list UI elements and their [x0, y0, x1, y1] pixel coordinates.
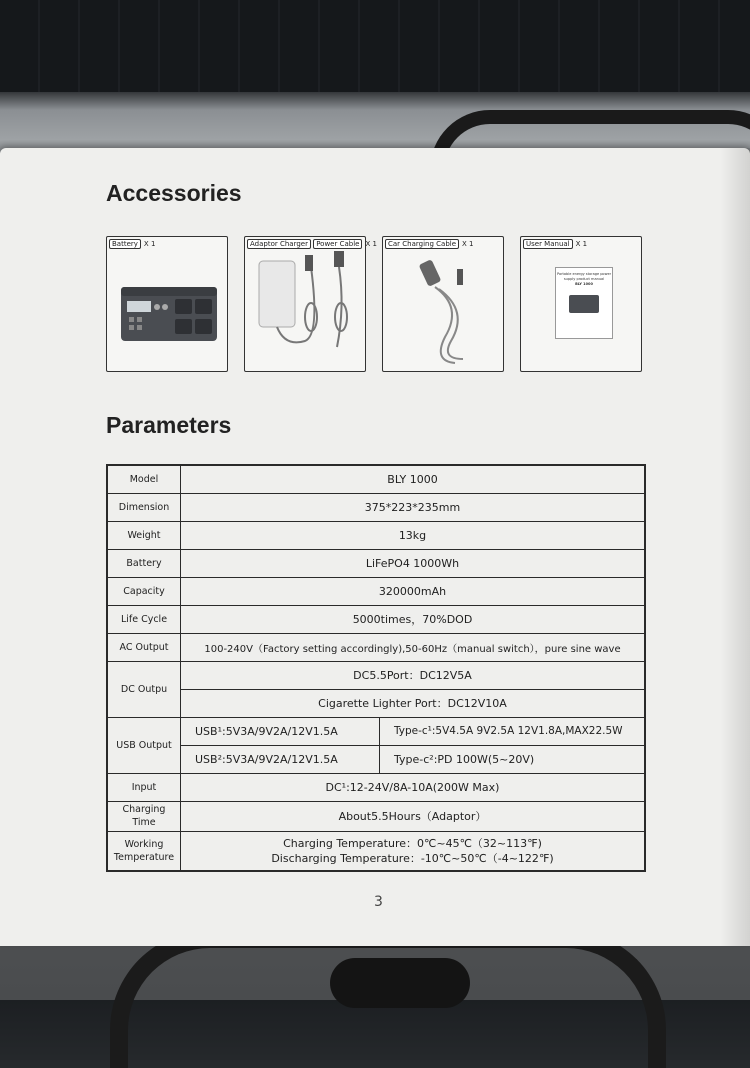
- param-value: Type-c¹:5V4.5A 9V2.5A 12V1.8A,MAX22.5W: [380, 717, 646, 745]
- manual-cover-line: supply product manual: [563, 277, 605, 281]
- page-shadow: [720, 148, 750, 946]
- adaptor-cable-illustration: [245, 237, 365, 371]
- accessory-tag: [523, 239, 587, 249]
- cable-connector-background: [330, 958, 470, 1008]
- table-row: [107, 549, 645, 577]
- param-value: 100-240V（Factory setting accordingly),50-60Hz（manual switch），pure sine wave: [181, 633, 646, 661]
- param-value: DC5.5Port：DC12V5A: [181, 661, 646, 689]
- table-row: [107, 633, 645, 661]
- param-value: DC¹:12-24V/8A-10A(200W Max): [181, 773, 646, 801]
- param-label-line: Charging: [122, 804, 166, 815]
- car-cable-illustration: [383, 237, 503, 371]
- accessory-adaptor-charger: [244, 236, 377, 372]
- param-value: 375*223*235mm: [181, 493, 646, 521]
- param-label: Capacity: [107, 577, 181, 605]
- accessory-battery: [106, 236, 228, 372]
- param-value-line: Discharging Temperature：-10℃~50℃（-4~122℉): [271, 851, 554, 865]
- param-label: Model: [107, 465, 181, 493]
- param-label: [107, 831, 181, 871]
- accessory-label: Car Charging Cable: [385, 239, 459, 249]
- param-label: Dimension: [107, 493, 181, 521]
- param-label-line: Time: [132, 817, 156, 828]
- accessories-heading: Accessories: [106, 180, 242, 206]
- param-value: USB²:5V3A/9V2A/12V1.5A: [181, 745, 380, 773]
- param-label: [107, 801, 181, 831]
- param-value: USB¹:5V3A/9V2A/12V1.5A: [181, 717, 380, 745]
- accessory-label: Adaptor Charger: [247, 239, 311, 249]
- param-label-line: Working: [124, 838, 164, 850]
- table-row: [107, 493, 645, 521]
- page-number: 3: [374, 894, 383, 910]
- table-row: [107, 717, 645, 745]
- table-row: [107, 689, 645, 717]
- laptop-edge-background: [0, 0, 750, 92]
- param-value: LiFePO4 1000Wh: [181, 549, 646, 577]
- table-row: [107, 773, 645, 801]
- table-row: [107, 801, 645, 831]
- accessory-qty: X 1: [143, 240, 156, 248]
- param-value: 5000times，70%DOD: [181, 605, 646, 633]
- table-row: [107, 521, 645, 549]
- accessory-car-charging-cable: [382, 236, 504, 372]
- param-value-line: Charging Temperature：0℃~45℃（32~113℉): [283, 836, 542, 850]
- param-value: 320000mAh: [181, 577, 646, 605]
- param-value: Cigarette Lighter Port：DC12V10A: [181, 689, 646, 717]
- param-label: Battery: [107, 549, 181, 577]
- table-row: [107, 745, 645, 773]
- parameters-heading: Parameters: [106, 412, 232, 438]
- accessory-qty: X 1: [462, 240, 474, 248]
- accessory-label: Battery: [109, 239, 141, 249]
- power-station-illustration: [107, 237, 227, 371]
- param-label-line: Temperature: [113, 851, 175, 863]
- param-value: Type-c²:PD 100W(5~20V): [380, 745, 646, 773]
- manual-cover: [555, 267, 613, 339]
- param-label: Weight: [107, 521, 181, 549]
- param-label: AC Output: [107, 633, 181, 661]
- manual-cover-line: Portable energy storage power: [556, 272, 612, 276]
- param-value: [181, 831, 646, 871]
- param-value: BLY 1000: [181, 465, 646, 493]
- param-label: Input: [107, 773, 181, 801]
- accessory-user-manual: [520, 236, 642, 372]
- accessory-label: Power Cable: [313, 239, 362, 249]
- param-value: 13kg: [181, 521, 646, 549]
- parameters-table: [106, 464, 646, 872]
- manual-page: [0, 148, 750, 946]
- table-row: [107, 661, 645, 689]
- param-label: Life Cycle: [107, 605, 181, 633]
- accessory-qty: X 1: [575, 240, 588, 248]
- param-value: About5.5Hours（Adaptor）: [181, 801, 646, 831]
- accessory-qty: X 1: [365, 240, 377, 248]
- param-label: DC Outpu: [107, 661, 181, 717]
- manual-cover-line: BLY 1000: [575, 282, 593, 286]
- table-row: [107, 465, 645, 493]
- table-row: [107, 831, 645, 871]
- table-row: [107, 605, 645, 633]
- table-row: [107, 577, 645, 605]
- manual-cover-image: [569, 295, 599, 313]
- param-label: USB Output: [107, 717, 181, 773]
- accessory-label: User Manual: [523, 239, 573, 249]
